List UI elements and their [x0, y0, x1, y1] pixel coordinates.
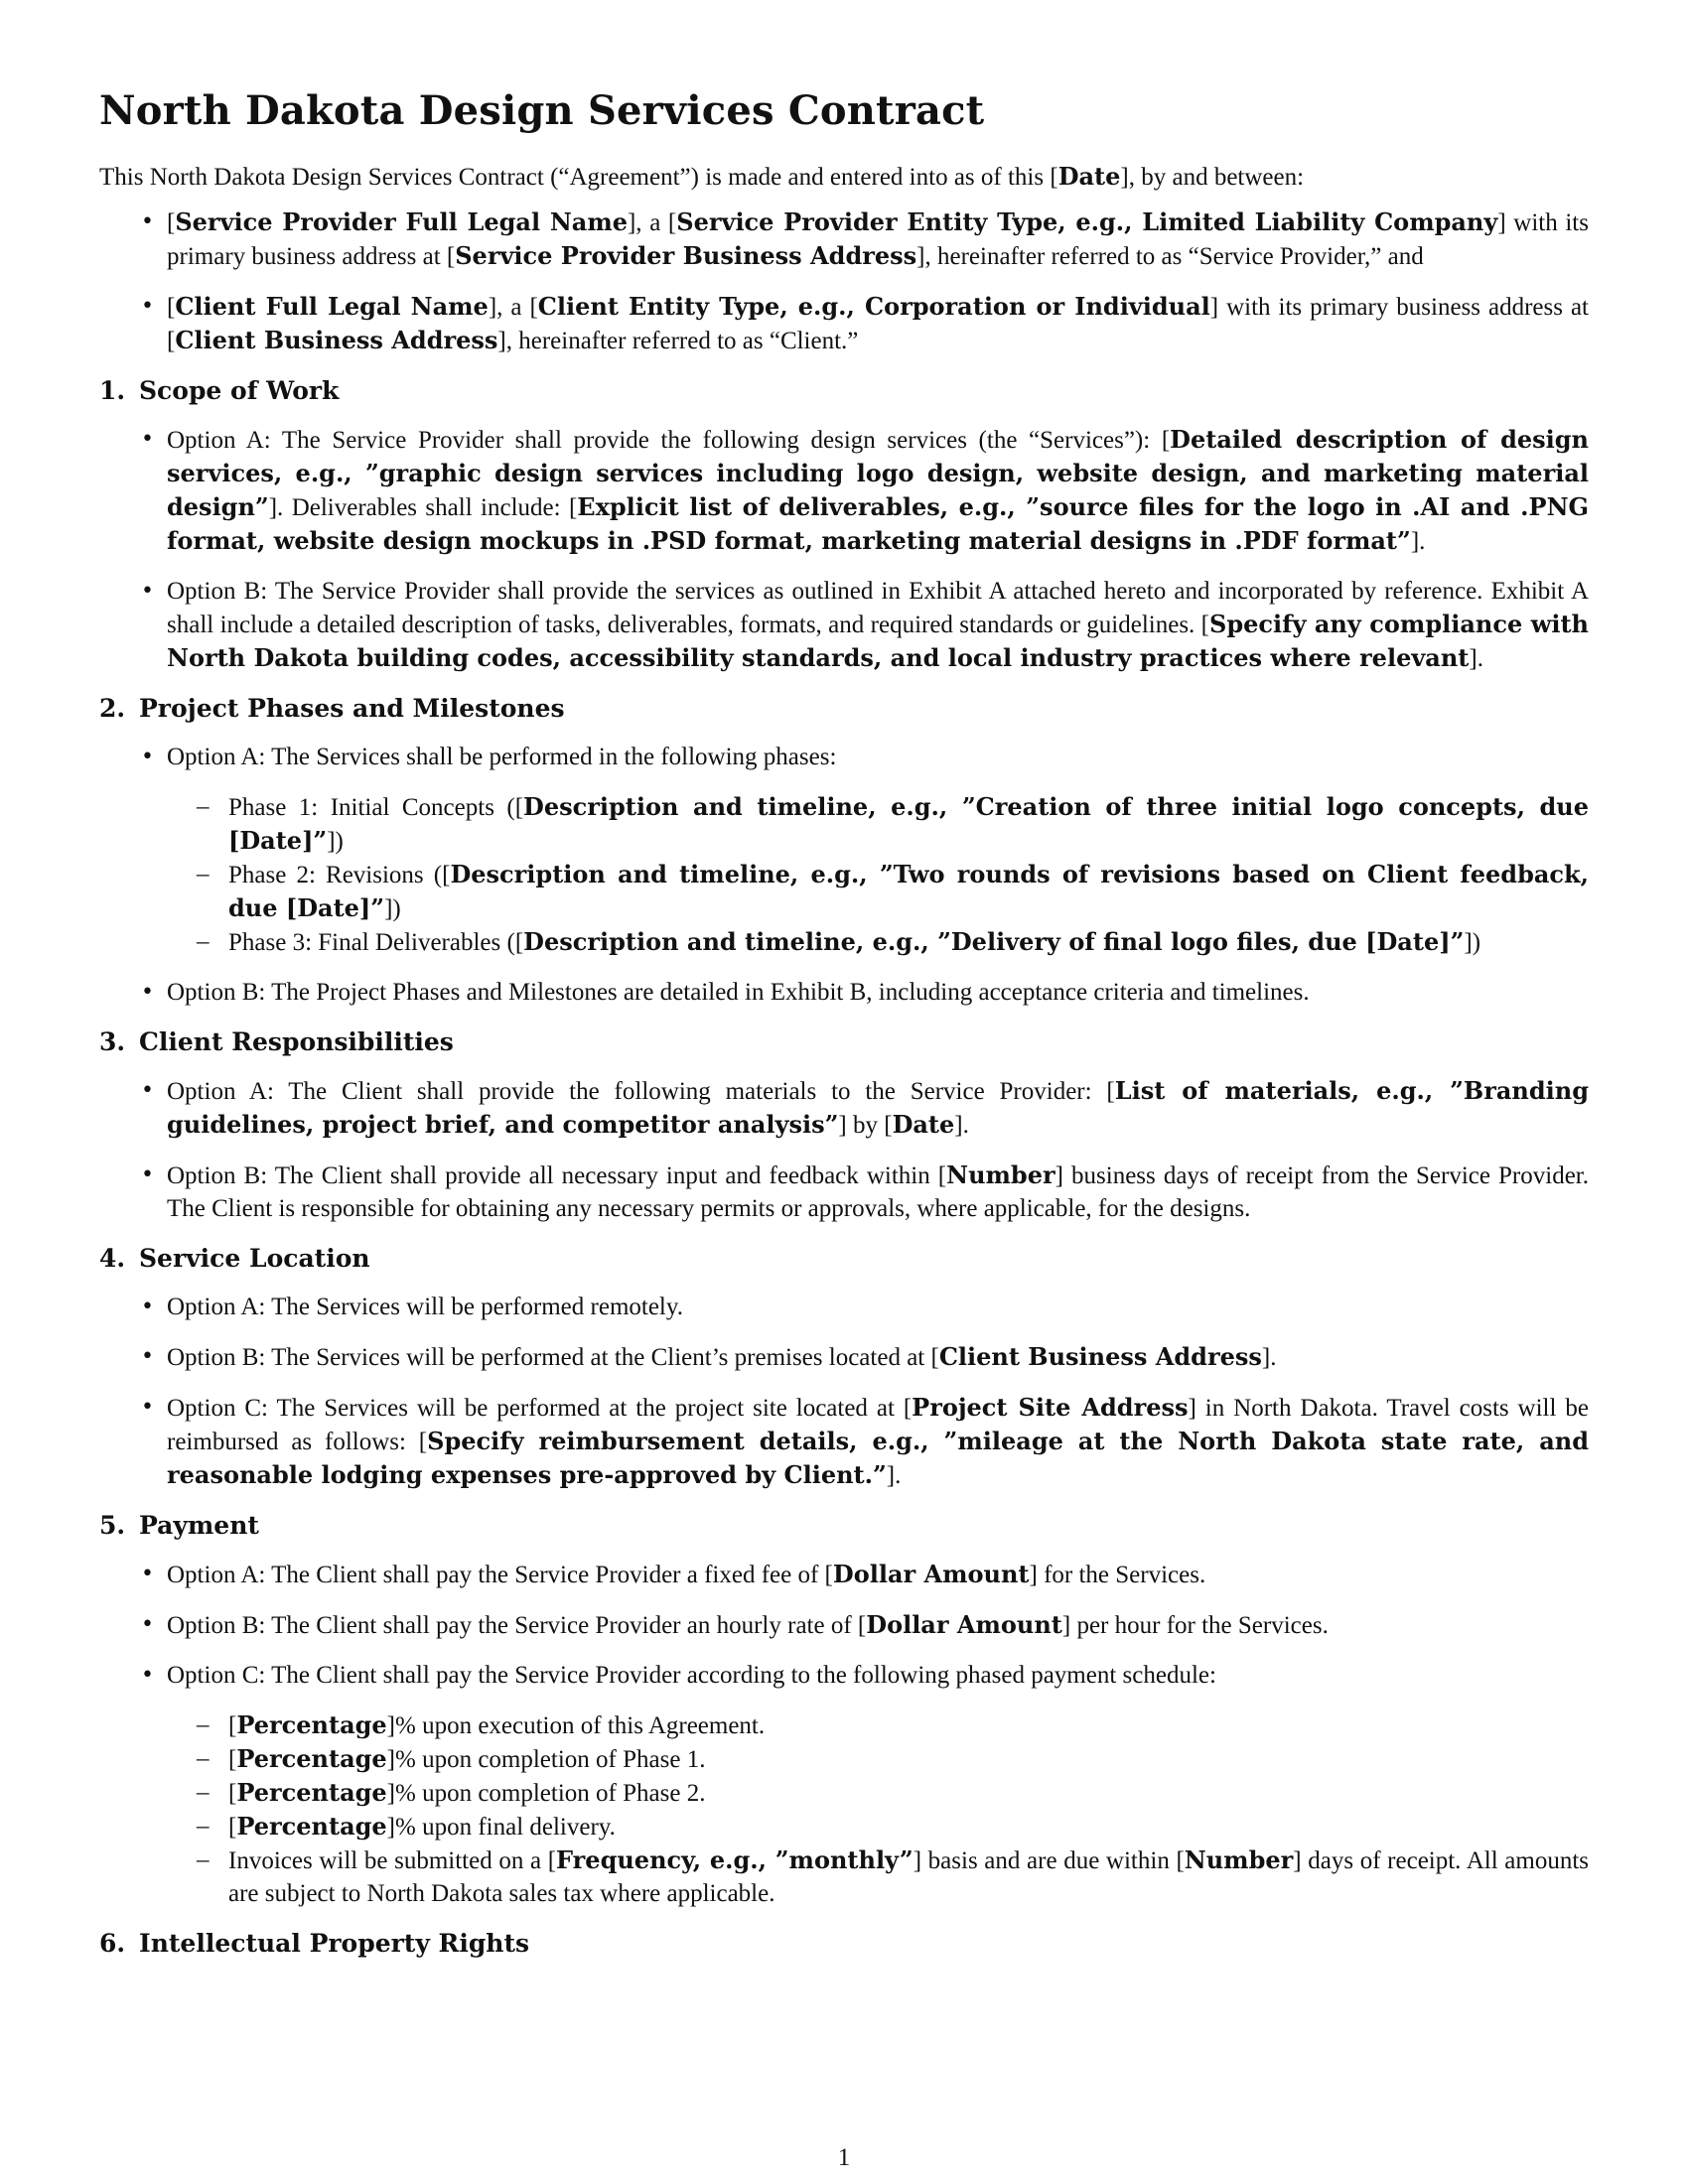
section-heading-project-phases: 2. Project Phases and Milestones [99, 694, 565, 723]
scope-option-a: • Option A: The Service Provider shall provide the following design services (the “Services”): [Detailed description of design services, e.g., ”graphic design services including logo design, website design, and marketing material design”]. Deliverables shall include: [Explicit list of deliverables, e.g., ”source files for the logo in .AI and .PNG format, website design mockups in .PSD format, marketing material designs in .PDF format”]. [167, 423, 1589, 558]
section-heading-payment: 5. Payment [99, 1511, 259, 1540]
section-heading-client-responsibilities: 3. Client Responsibilities [99, 1027, 454, 1056]
scope-option-b: • Option B: The Service Provider shall provide the services as outlined in Exhibit A attached hereto and incorporated by reference. Exhibit A shall include a detailed description of tasks, deliverables, formats, and required standards or guidelines. [Specify any compliance with North Dakota building codes, accessibility standards, and local industry practices where relevant]. [167, 575, 1589, 675]
client-resp-option-b: • Option B: The Client shall provide all necessary input and feedback within [Number] business days of receipt from the Service Provider. The Client is responsible for obtaining any necessary permits or approvals, where applicable, for the designs. [167, 1159, 1589, 1225]
phase-item: – Phase 3: Final Deliverables ([Description and timeline, e.g., ”Delivery of final logo files, due [Date]”]) [228, 925, 1589, 959]
location-option-c: • Option C: The Services will be performed at the project site located at [Project Site Address] in North Dakota. Travel costs will be reimbursed as follows: [Specify reimbursement details, e.g., ”mileage at the North Dakota state rate, and reasonable lodging expenses pre-approved by Client.”]. [167, 1391, 1589, 1492]
schedule-item: – [Percentage]% upon final delivery. [228, 1810, 1589, 1843]
section-heading-scope-of-work: 1. Scope of Work [99, 376, 340, 405]
schedule-item: – [Percentage]% upon completion of Phase 2. [228, 1776, 1589, 1810]
payment-options [99, 1558, 1589, 1910]
phase-item: – Phase 1: Initial Concepts ([Description and timeline, e.g., ”Creation of three initial logo concepts, due [Date]”]) [228, 790, 1589, 858]
phases-options [99, 741, 1589, 1009]
client-resp-option-a: • Option A: The Client shall provide the following materials to the Service Provider: [List of materials, e.g., ”Branding guidelines, project brief, and competitor analysis”] by [Date]. [167, 1074, 1589, 1142]
page-number: 1 [837, 2144, 851, 2171]
party-service-provider: • [Service Provider Full Legal Name], a [Service Provider Entity Type, e.g., Limited Liability Company] with its primary business address at [Service Provider Business Address], hereinafter referred to as “Service Provider,” and [167, 205, 1589, 273]
phases-option-a: • Option A: The Services shall be performed in the following phases: – Phase 1: Initial Concepts ([Description and timeline, e.g., ”Creation of three initial logo concepts, due [Date]”]) – Phase 2: Revisions ([Description and timeline, e.g., ”Two rounds of revisions based on Client feedback, due [Date]”]) – Phase 3: Final Deliverables ([Description and timeline, e.g., ”Delivery of final logo files, due [Date]”]) [167, 741, 1589, 959]
scope-options [99, 423, 1589, 675]
location-option-a: • Option A: The Services will be performed remotely. [167, 1291, 1589, 1323]
phase-item: – Phase 2: Revisions ([Description and timeline, e.g., ”Two rounds of revisions based on Client feedback, due [Date]”]) [228, 858, 1589, 925]
payment-option-c: • Option C: The Client shall pay the Service Provider according to the following phased payment schedule: – [Percentage]% upon execution of this Agreement. – [Percentage]% upon completion of Phase 1. – [Percentage]% upon completion of Phase 2. – [Percentage]% upon final delivery. – Invoices will be submitted on a [Frequency, e.g., ”monthly”] basis and are due within [Number] days of receipt. All amounts are subject to North Dakota sales tax where applicable. [167, 1659, 1589, 1910]
location-option-b: • Option B: The Services will be performed at the Client’s premises located at [Client Business Address]. [167, 1340, 1589, 1374]
phases-option-b: • Option B: The Project Phases and Milestones are detailed in Exhibit B, including acceptance criteria and timelines. [167, 976, 1589, 1009]
phases-list [167, 790, 1589, 959]
payment-schedule [167, 1708, 1589, 1910]
parties-list [99, 205, 1589, 357]
section-heading-service-location: 4. Service Location [99, 1244, 370, 1273]
payment-option-b: • Option B: The Client shall pay the Service Provider an hourly rate of [Dollar Amount] per hour for the Services. [167, 1608, 1589, 1642]
document-title: North Dakota Design Services Contract [99, 87, 985, 134]
invoice-terms: – Invoices will be submitted on a [Frequency, e.g., ”monthly”] basis and are due within [Number] days of receipt. All amounts are subject to North Dakota sales tax where applicable. [228, 1843, 1589, 1910]
intro-paragraph: This North Dakota Design Services Contract (“Agreement”) is made and entered into as of this [Date], by and between: [99, 162, 1305, 191]
schedule-item: – [Percentage]% upon completion of Phase 1. [228, 1742, 1589, 1776]
location-options [99, 1291, 1589, 1492]
schedule-item: – [Percentage]% upon execution of this Agreement. [228, 1708, 1589, 1742]
party-client: • [Client Full Legal Name], a [Client Entity Type, e.g., Corporation or Individual] with its primary business address at [Client Business Address], hereinafter referred to as “Client.” [167, 290, 1589, 357]
payment-option-a: • Option A: The Client shall pay the Service Provider a fixed fee of [Dollar Amount] for the Services. [167, 1558, 1589, 1591]
section-heading-intellectual-property: 6. Intellectual Property Rights [99, 1929, 530, 1958]
client-resp-options [99, 1074, 1589, 1225]
